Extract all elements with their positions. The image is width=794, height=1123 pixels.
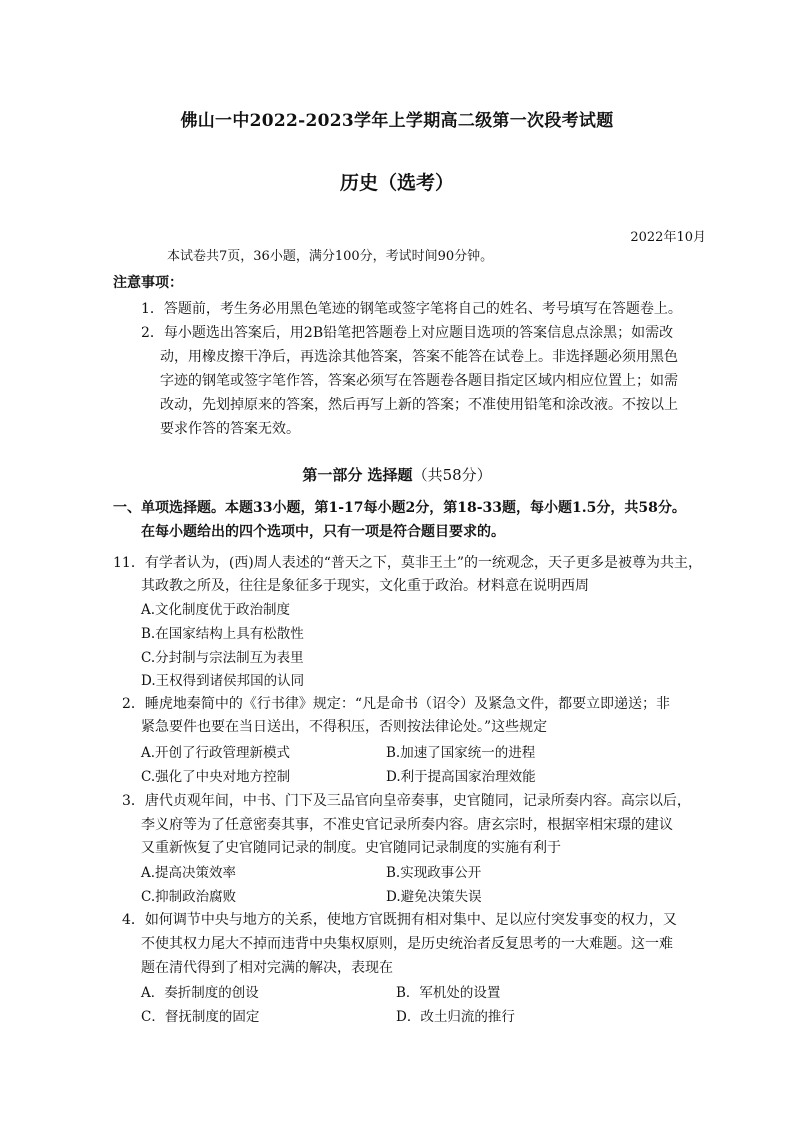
question-stem: 11．有学者认为，(西)周人表述的“普天之下，莫非王土”的一统观念，天子更多是被尊为共主，: [113, 555, 703, 571]
option-c: C.分封制与宗法制互为表里: [141, 650, 304, 666]
option-b: B.在国家结构上具有松散性: [141, 626, 304, 642]
question-stem: 紧急要件也要在当日送出，不得积压，否则按法律论处。”这些规定: [141, 719, 548, 735]
section-heading-points: （共58分）: [412, 466, 492, 484]
notice-item: 改动，先划掉原来的答案，然后再写上新的答案；不准使用铅笔和涂改液。不按以上: [160, 397, 678, 413]
notice-item: 字迹的钢笔或签字笔作答，答案必须写在答题卷各题目指定区域内相应位置上；如需: [160, 373, 678, 389]
section-heading-main: 第一部分 选择题: [302, 466, 413, 484]
question-stem: 3．唐代贞观年间，中书、门下及三品官向皇帝奏事，史官随同，记录所奏内容。高宗以后，: [122, 793, 691, 809]
exam-info: 本试卷共7页，36小题，满分100分，考试时间90分钟。: [167, 249, 494, 264]
exam-date: 2022年10月: [630, 230, 706, 245]
question-stem: 又重新恢复了史官随同记录的制度。史官随同记录制度的实施有利于: [141, 840, 561, 856]
option-c: C．督抚制度的固定: [141, 1009, 260, 1025]
notice-item: 要求作答的答案无效。: [160, 421, 300, 437]
option-c: C.抑制政治腐败: [141, 889, 237, 905]
question-stem: 4．如何调节中央与地方的关系，使地方官既拥有相对集中、足以应付突发事变的权力，又: [122, 912, 677, 928]
section-heading: [0, 464, 794, 485]
notice-item: 1．答题前，考生务必用黑色笔迹的钢笔或签字笔将自己的姓名、考号填写在答题卷上。: [141, 301, 682, 317]
notice-item: 2．每小题选出答案后，用2B铅笔把答题卷上对应题目选项的答案信息点涂黑；如需改: [141, 325, 674, 341]
option-c: C.强化了中央对地方控制: [141, 769, 291, 785]
option-a: A．奏折制度的创设: [141, 985, 259, 1001]
section-instruction: 一、单项选择题。本题33小题，第1-17每小题2分，第18-33题，每小题1.5分，共58分。: [113, 500, 686, 516]
option-a: A.文化制度优于政治制度: [141, 602, 291, 618]
exam-subtitle: 历史（选考）: [339, 172, 454, 194]
option-a: A.开创了行政管理新模式: [141, 745, 291, 761]
notice-heading: 注意事项：: [113, 275, 183, 291]
option-b: B.加速了国家统一的进程: [386, 745, 536, 761]
option-a: A.提高决策效率: [141, 865, 237, 881]
option-d: D.避免决策失误: [386, 889, 482, 905]
option-b: B．军机处的设置: [396, 985, 501, 1001]
question-stem: 其政教之所及，往往是象征多于现实，文化重于政治。材料意在说明西周: [141, 578, 589, 594]
section-instruction: 在每小题给出的四个选项中，只有一项是符合题目要求的。: [141, 524, 505, 540]
question-stem: 李义府等为了任意密奏其事，不准史官记录所奏内容。唐玄宗时，根据宰相宋璟的建议: [141, 817, 673, 833]
option-d: D．改土归流的推行: [396, 1009, 515, 1025]
option-d: D.利于提高国家治理效能: [386, 769, 536, 785]
exam-title: 佛山一中2022-2023学年上学期高二级第一次段考试题: [180, 111, 614, 131]
notice-item: 动，用橡皮擦干净后，再选涂其他答案，答案不能答在试卷上。非选择题必须用黑色: [160, 349, 678, 365]
question-stem: 2．睡虎地秦简中的《行书律》规定：“凡是命书（诏令）及紧急文件，都要立即递送；非: [122, 696, 671, 712]
option-d: D.王权得到诸侯邦国的认同: [141, 673, 305, 689]
question-stem: 题在清代得到了相对完满的解决，表现在: [141, 960, 393, 976]
question-stem: 不使其权力尾大不掉而违背中央集权原则，是历史统治者反复思考的一大难题。这一难: [141, 936, 673, 952]
option-b: B.实现政事公开: [386, 865, 482, 881]
